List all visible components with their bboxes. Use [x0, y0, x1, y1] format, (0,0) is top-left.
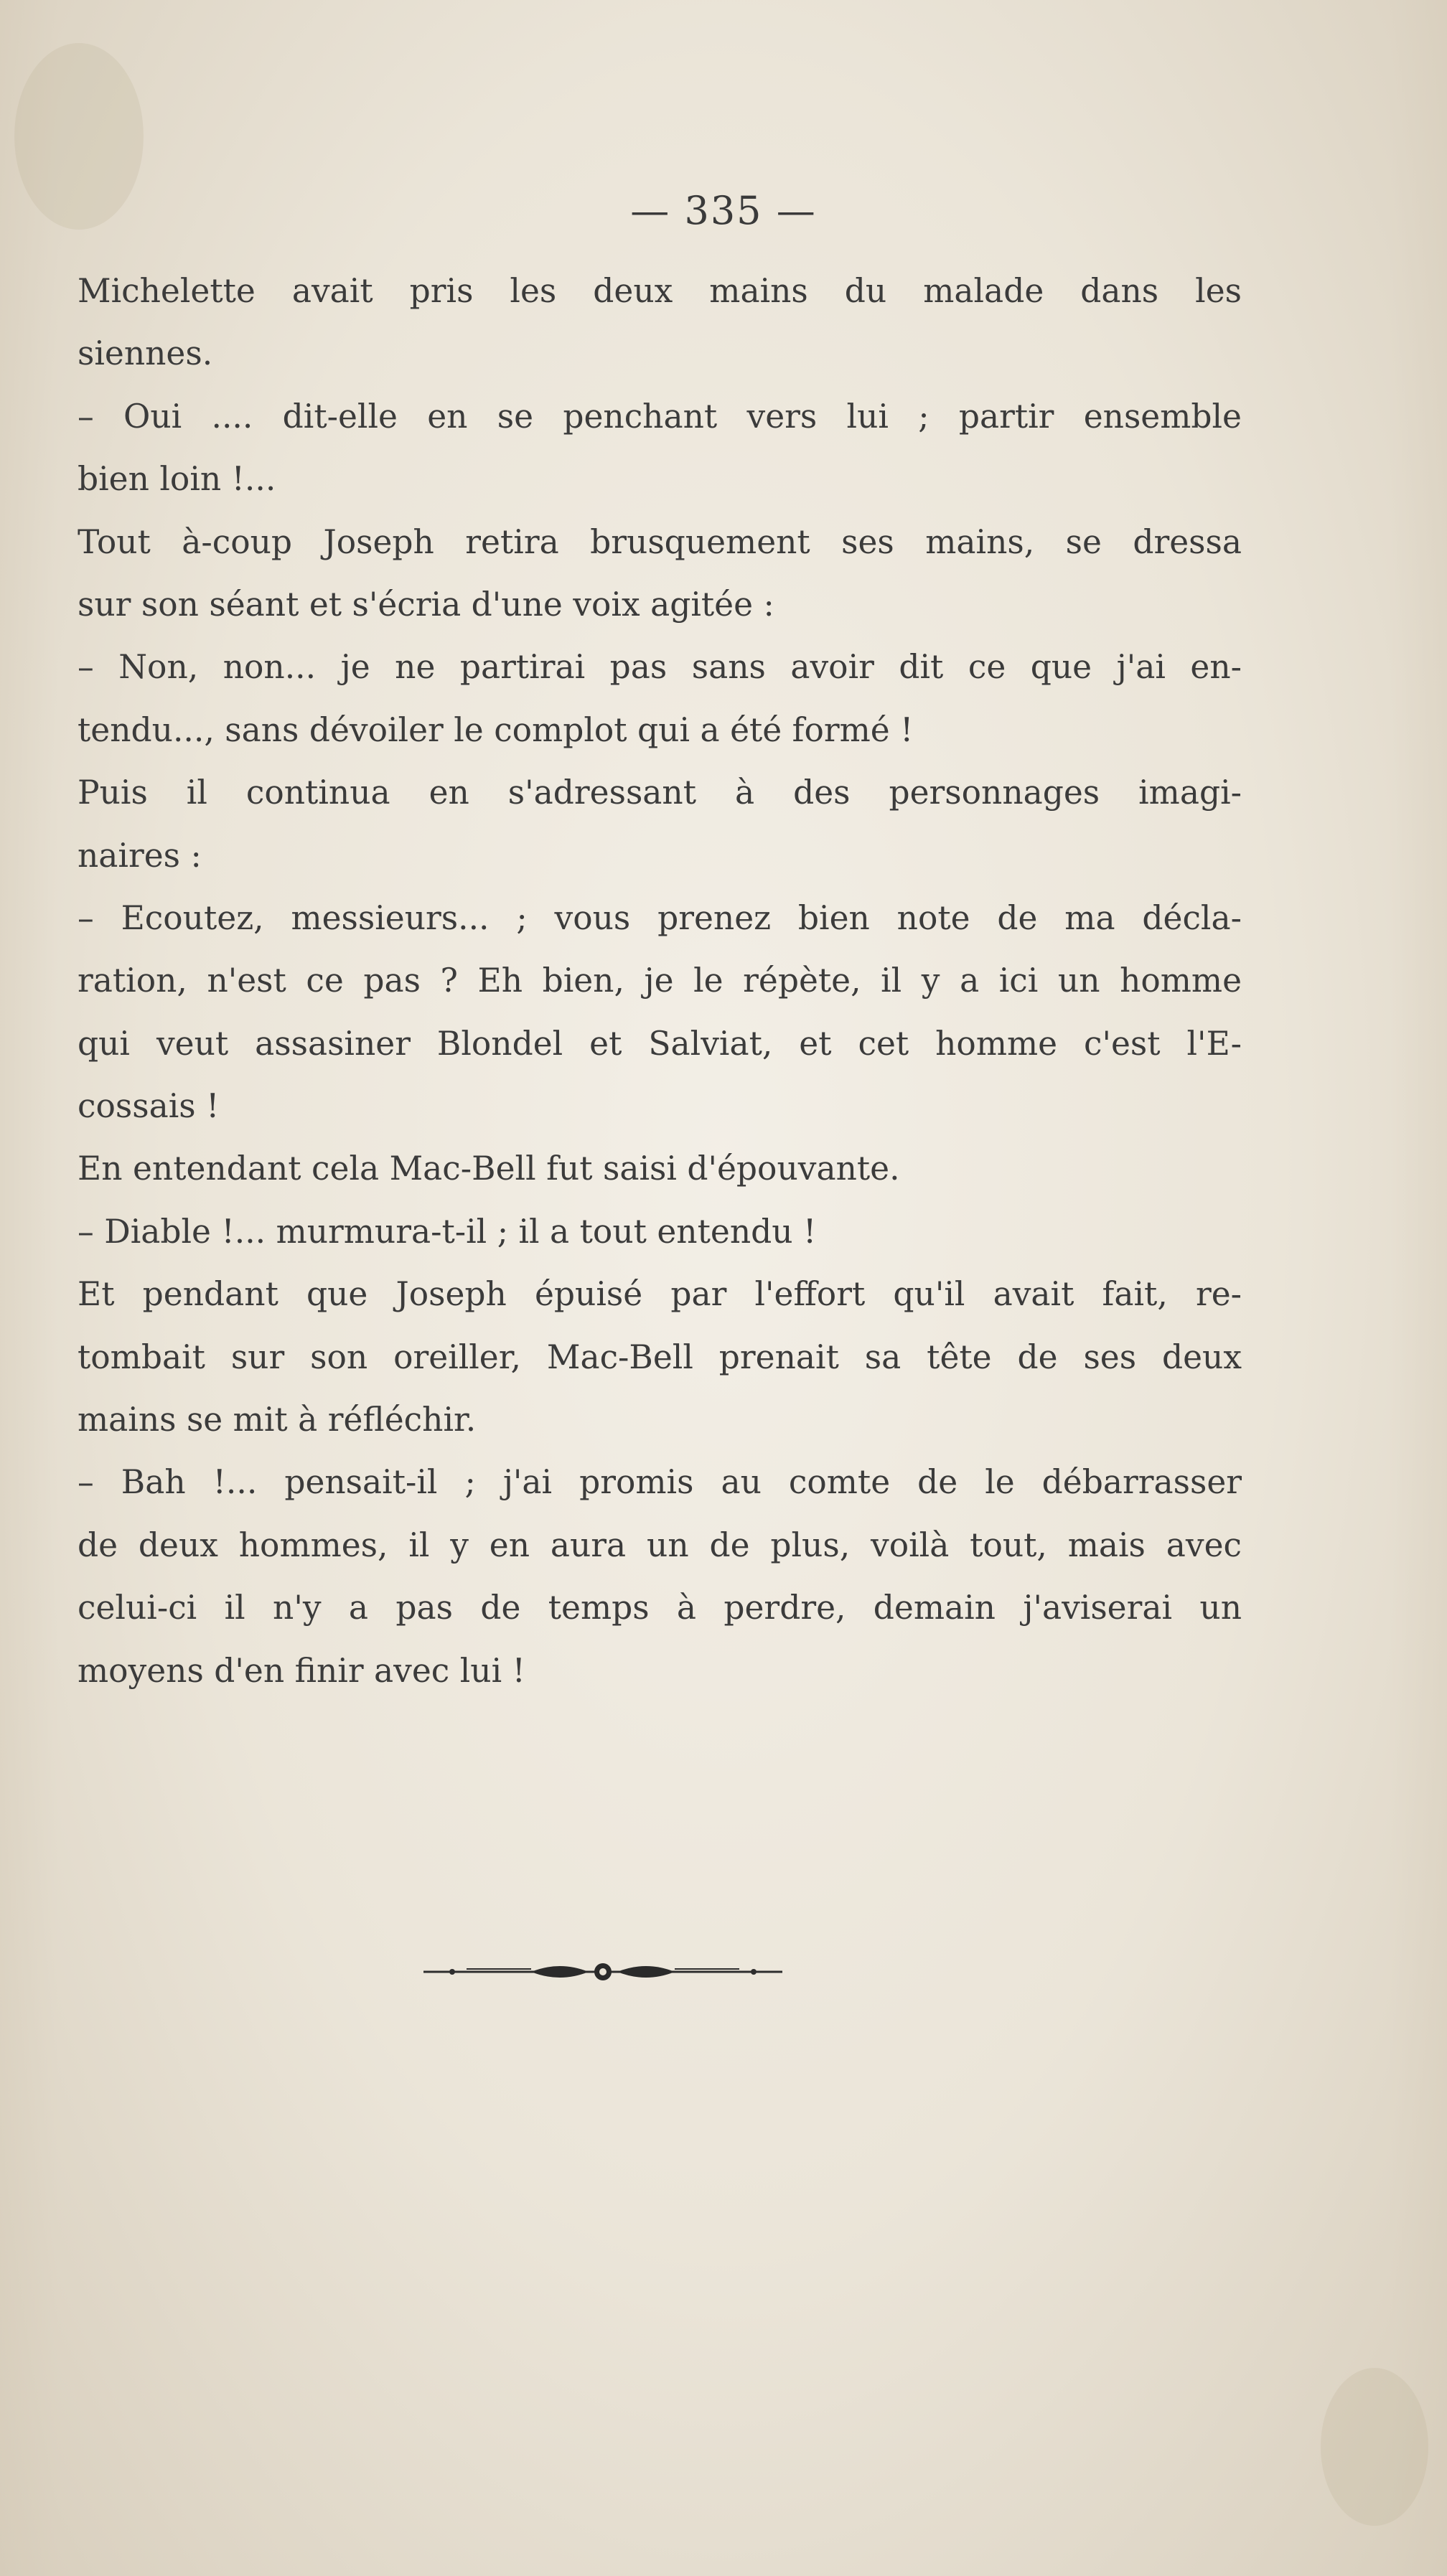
text-line: Michelette avait pris les deux mains du malade dans les — [78, 272, 1242, 310]
text-line: Puis il continua en s'adressant à des personnages imagi- — [78, 774, 1242, 812]
text-line: de deux hommes, il y en aura un de plus, voilà tout, mais avec — [78, 1526, 1242, 1564]
text-line: – Bah !... pensait-il ; j'ai promis au comte de le débarrasser — [78, 1463, 1242, 1502]
page-number: — 335 — — [630, 188, 817, 233]
text-line: bien loin !... — [78, 460, 276, 499]
text-line: – Diable !... murmura-t-il ; il a tout entendu ! — [78, 1212, 817, 1251]
text-line: qui veut assasiner Blondel et Salviat, et cet homme c'est l'E- — [78, 1024, 1242, 1063]
text-line: tombait sur son oreiller, Mac-Bell prenait sa tête de ses deux — [78, 1338, 1242, 1376]
text-line: – Non, non... je ne partirai pas sans avoir dit ce que j'ai en- — [78, 648, 1242, 687]
text-line: – Ecoutez, messieurs... ; vous prenez bien note de ma décla- — [78, 898, 1242, 937]
text-line: mains se mit à réfléchir. — [78, 1401, 477, 1439]
text-line: En entendant cela Mac-Bell fut saisi d'épouvante. — [78, 1150, 900, 1188]
text-line: ration, n'est ce pas ? Eh bien, je le répète, il y a ici un homme — [78, 962, 1242, 1000]
paper-stain — [1321, 2368, 1428, 2526]
text-line: Tout à-coup Joseph retira brusquement ses mains, se dressa — [78, 522, 1242, 561]
text-line: Et pendant que Joseph épuisé par l'effort qu'il avait fait, re- — [78, 1275, 1242, 1314]
text-line: sur son séant et s'écria d'une voix agitée : — [78, 585, 774, 624]
body-text — [78, 260, 1242, 1702]
text-line: naires : — [78, 836, 202, 875]
text-line: tendu..., sans dévoiler le complot qui a été formé ! — [78, 710, 914, 749]
text-line: moyens d'en finir avec lui ! — [78, 1651, 525, 1690]
text-line: cossais ! — [78, 1087, 220, 1126]
text-line: celui-ci il n'y a pas de temps à perdre, demain j'aviserai un — [78, 1589, 1242, 1627]
text-line: – Oui .... dit-elle en se penchant vers lui ; partir ensemble — [78, 397, 1242, 436]
text-line: siennes. — [78, 334, 213, 373]
fleuron-ornament-icon — [423, 1957, 782, 1986]
